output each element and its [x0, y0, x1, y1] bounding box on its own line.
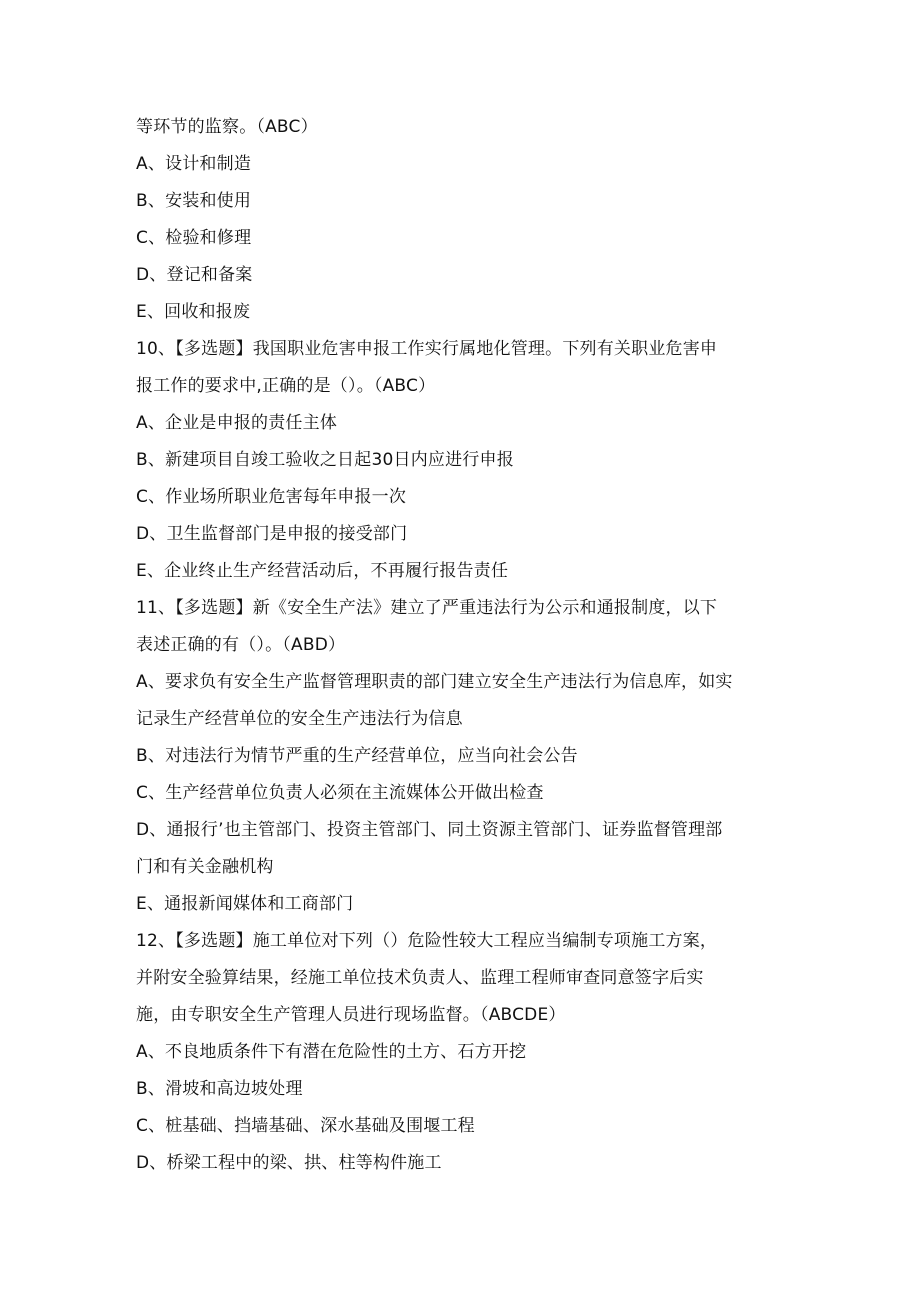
- question-10-option-d: D、卫生监督部门是申报的接受部门: [136, 524, 408, 544]
- question-10-option-e: E、企业终止生产经营活动后，不再履行报告责任: [136, 561, 509, 581]
- question-11-option-d: D、通报行’也主管部门、投资主管部门、同土资源主管部门、证券监督管理部: [136, 820, 723, 840]
- question-12-option-b: B、滑坡和高边坡处理: [136, 1079, 303, 1099]
- question-12-stem-continued-1: 并附安全验算结果，经施工单位技术负责人、监理工程师审查同意签字后实: [136, 968, 704, 988]
- question-9-option-b: B、安装和使用: [136, 191, 252, 211]
- question-12-option-a: A、不良地质条件下有潜在危险性的土方、石方开挖: [136, 1042, 527, 1062]
- question-11-stem: 11、【多选题】新《安全生产法》建立了严重违法行为公示和通报制度，以下: [136, 598, 718, 618]
- question-11-option-a-continued: 记录生产经营单位的安全生产违法行为信息: [136, 709, 463, 729]
- question-10-option-c: C、作业场所职业危害每年申报一次: [136, 487, 407, 507]
- question-11-option-b: B、对违法行为情节严重的生产经营单位，应当向社会公告: [136, 746, 578, 766]
- question-10-option-b: B、新建项目自竣工验收之日起30日内应进行申报: [136, 450, 514, 470]
- question-11-option-c: C、生产经营单位负责人必须在主流媒体公开做出检查: [136, 783, 544, 803]
- question-9-option-c: C、检验和修理: [136, 228, 252, 248]
- question-10-stem-continued: 报工作的要求中,正确的是（）。（ABC）: [136, 376, 436, 396]
- question-12-option-d: D、桥梁工程中的梁、拱、柱等构件施工: [136, 1153, 442, 1173]
- question-11-option-d-continued: 门和有关金融机构: [136, 857, 274, 877]
- question-9-option-d: D、登记和备案: [136, 265, 253, 285]
- question-11-stem-continued: 表述正确的有（）。（ABD）: [136, 635, 346, 655]
- question-10-stem: 10、【多选题】我国职业危害申报工作实行属地化管理。下列有关职业危害申: [136, 339, 718, 359]
- question-12-stem-continued-2: 施，由专职安全生产管理人员进行现场监督。（ABCDE）: [136, 1005, 566, 1025]
- question-9-option-e: E、回收和报废: [136, 302, 251, 322]
- question-10-option-a: A、企业是申报的责任主体: [136, 413, 338, 433]
- question-12-option-c: C、桩基础、挡墙基础、深水基础及围堰工程: [136, 1116, 475, 1136]
- question-11-option-a: A、要求负有安全生产监督管理职责的部门建立安全生产违法行为信息库，如实: [136, 672, 733, 692]
- question-9-stem-end: 等环节的监察。（ABC）: [136, 117, 318, 137]
- question-11-option-e: E、通报新闻媒体和工商部门: [136, 894, 354, 914]
- question-9-option-a: A、设计和制造: [136, 154, 252, 174]
- question-12-stem: 12、【多选题】施工单位对下列（）危险性较大工程应当编制专项施工方案，: [136, 931, 718, 951]
